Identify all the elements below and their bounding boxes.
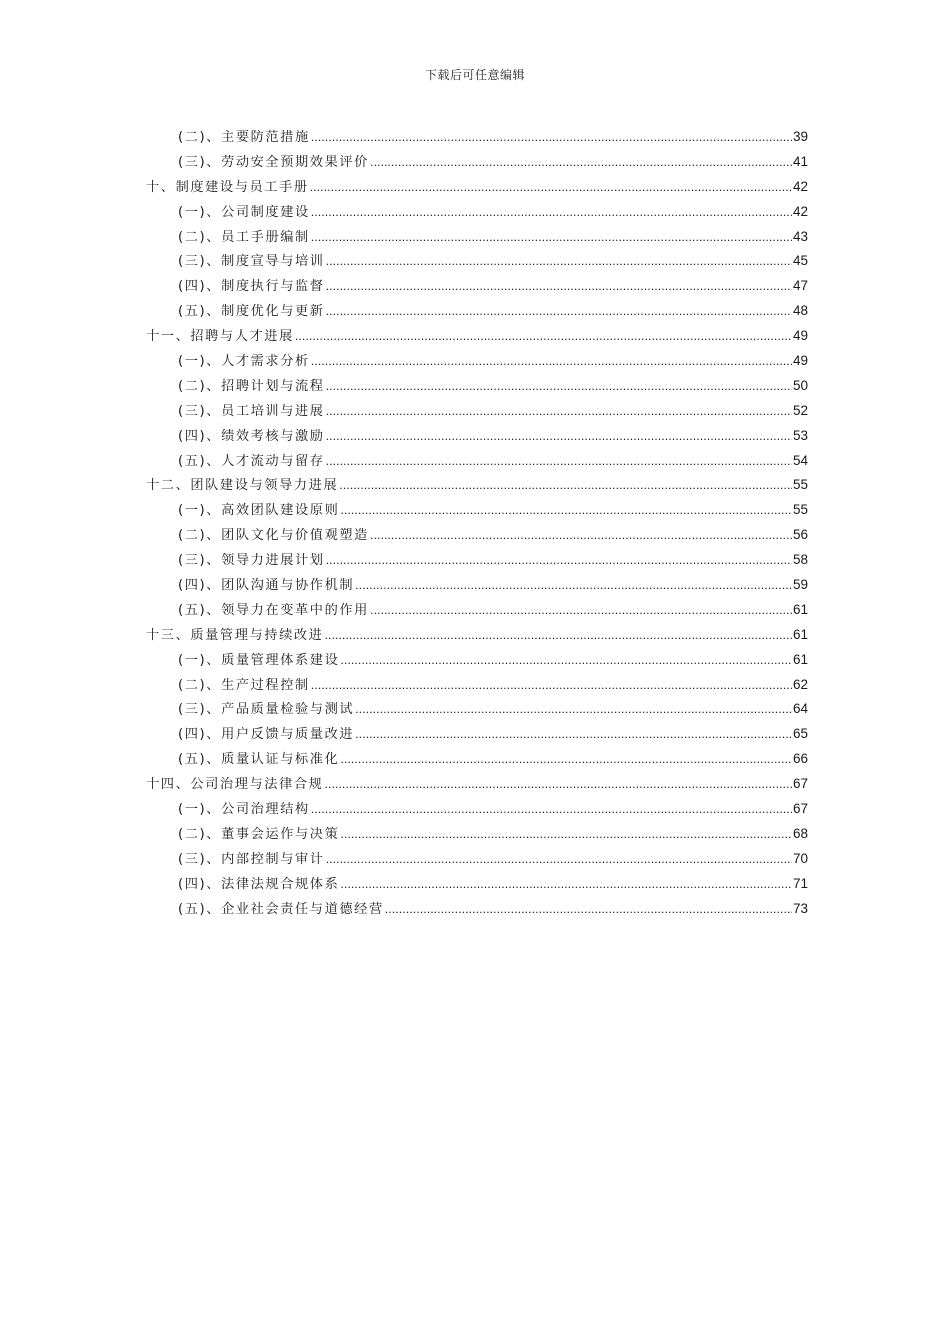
toc-entry-title: (三)、制度宣导与培训	[178, 254, 325, 270]
toc-entry-title: (三)、产品质量检验与测试	[178, 702, 355, 718]
toc-entry-page-number: 41	[792, 153, 808, 169]
toc-entry-title: (二)、董事会运作与决策	[178, 826, 340, 842]
toc-entry-page-number: 55	[792, 477, 808, 493]
toc-entry-title: (二)、团队文化与价值观塑造	[178, 528, 369, 544]
toc-entry-title: (五)、人才流动与留存	[178, 453, 325, 469]
toc-chapter-entry[interactable]	[146, 473, 808, 498]
toc-section-entry[interactable]	[146, 498, 808, 523]
toc-section-entry[interactable]	[146, 399, 808, 424]
toc-entry-page-number: 55	[792, 502, 808, 518]
toc-dot-leader	[385, 898, 792, 923]
toc-dot-leader	[355, 723, 792, 748]
toc-section-entry[interactable]	[146, 673, 808, 698]
toc-dot-leader	[326, 300, 792, 325]
toc-dot-leader	[324, 773, 792, 798]
toc-entry-title: (一)、高效团队建设原则	[178, 503, 340, 519]
toc-dot-leader	[326, 375, 792, 400]
toc-chapter-entry[interactable]	[146, 623, 808, 648]
toc-section-entry[interactable]	[146, 598, 808, 623]
toc-section-entry[interactable]	[146, 822, 808, 847]
toc-section-entry[interactable]	[146, 573, 808, 598]
toc-dot-leader	[326, 848, 792, 873]
toc-entry-page-number: 66	[792, 751, 808, 767]
toc-dot-leader	[370, 151, 792, 176]
toc-section-entry[interactable]	[146, 697, 808, 722]
toc-dot-leader	[340, 823, 792, 848]
toc-entry-page-number: 56	[792, 527, 808, 543]
toc-entry-title: (二)、员工手册编制	[178, 229, 310, 245]
toc-dot-leader	[340, 649, 792, 674]
toc-entry-page-number: 67	[792, 776, 808, 792]
toc-entry-page-number: 65	[792, 726, 808, 742]
toc-dot-leader	[310, 176, 792, 201]
toc-entry-title: (五)、质量认证与标准化	[178, 752, 340, 768]
toc-entry-title: (一)、公司治理结构	[178, 802, 310, 818]
toc-entry-page-number: 70	[792, 850, 808, 866]
toc-section-entry[interactable]	[146, 797, 808, 822]
toc-entry-title: (五)、制度优化与更新	[178, 304, 325, 320]
toc-entry-page-number: 71	[792, 875, 808, 891]
toc-section-entry[interactable]	[146, 424, 808, 449]
toc-entry-title: (一)、人才需求分析	[178, 354, 310, 370]
toc-section-entry[interactable]	[146, 150, 808, 175]
toc-entry-page-number: 61	[792, 626, 808, 642]
toc-entry-page-number: 64	[792, 701, 808, 717]
toc-entry-title: (三)、员工培训与进展	[178, 403, 325, 419]
toc-entry-page-number: 62	[792, 676, 808, 692]
toc-chapter-entry[interactable]	[146, 175, 808, 200]
toc-entry-title: (四)、制度执行与监督	[178, 279, 325, 295]
toc-entry-title: (三)、领导力进展计划	[178, 553, 325, 569]
toc-section-entry[interactable]	[146, 872, 808, 897]
toc-dot-leader	[324, 624, 792, 649]
toc-entry-page-number: 43	[792, 228, 808, 244]
toc-entry-title: (二)、生产过程控制	[178, 677, 310, 693]
toc-entry-title: 十一、招聘与人才进展	[146, 329, 294, 345]
toc-section-entry[interactable]	[146, 847, 808, 872]
toc-section-entry[interactable]	[146, 523, 808, 548]
toc-section-entry[interactable]	[146, 548, 808, 573]
toc-section-entry[interactable]	[146, 125, 808, 150]
toc-section-entry[interactable]	[146, 374, 808, 399]
toc-dot-leader	[370, 599, 792, 624]
toc-entry-page-number: 61	[792, 651, 808, 667]
toc-entry-page-number: 42	[792, 178, 808, 194]
toc-dot-leader	[295, 325, 792, 350]
toc-dot-leader	[326, 425, 792, 450]
page-header: 下载后可任意编辑	[424, 68, 525, 82]
table-of-contents	[146, 125, 808, 922]
toc-entry-page-number: 61	[792, 601, 808, 617]
toc-entry-page-number: 47	[792, 278, 808, 294]
toc-dot-leader	[339, 474, 792, 499]
toc-entry-title: (一)、质量管理体系建设	[178, 652, 340, 668]
toc-dot-leader	[355, 574, 792, 599]
toc-entry-title: (五)、企业社会责任与道德经营	[178, 901, 384, 917]
toc-entry-page-number: 50	[792, 377, 808, 393]
toc-section-entry[interactable]	[146, 249, 808, 274]
toc-entry-title: (二)、招聘计划与流程	[178, 378, 325, 394]
toc-entry-title: 十四、公司治理与法律合规	[146, 777, 324, 793]
toc-dot-leader	[311, 126, 792, 151]
toc-entry-title: (四)、用户反馈与质量改进	[178, 727, 355, 743]
toc-entry-page-number: 52	[792, 402, 808, 418]
toc-entry-title: (一)、公司制度建设	[178, 204, 310, 220]
toc-dot-leader	[326, 250, 792, 275]
toc-entry-page-number: 42	[792, 203, 808, 219]
toc-entry-page-number: 49	[792, 328, 808, 344]
toc-entry-page-number: 48	[792, 303, 808, 319]
toc-section-entry[interactable]	[146, 747, 808, 772]
toc-entry-title: 十三、质量管理与持续改进	[146, 627, 324, 643]
toc-entry-page-number: 59	[792, 577, 808, 593]
toc-entry-page-number: 67	[792, 801, 808, 817]
toc-entry-page-number: 68	[792, 825, 808, 841]
toc-dot-leader	[311, 226, 792, 251]
toc-dot-leader	[370, 524, 792, 549]
toc-dot-leader	[355, 698, 792, 723]
toc-entry-page-number: 39	[792, 129, 808, 144]
toc-dot-leader	[311, 350, 792, 375]
toc-section-entry[interactable]	[146, 897, 808, 922]
toc-dot-leader	[340, 499, 792, 524]
toc-entry-title: (四)、绩效考核与激励	[178, 428, 325, 444]
toc-entry-page-number: 45	[792, 253, 808, 269]
toc-chapter-entry[interactable]	[146, 772, 808, 797]
toc-dot-leader	[340, 873, 792, 898]
toc-dot-leader	[311, 674, 792, 699]
toc-dot-leader	[311, 201, 792, 226]
toc-entry-title: (五)、领导力在变革中的作用	[178, 602, 369, 618]
toc-entry-page-number: 73	[792, 900, 808, 916]
toc-entry-page-number: 58	[792, 552, 808, 568]
toc-entry-page-number: 53	[792, 427, 808, 443]
toc-dot-leader	[326, 450, 792, 475]
toc-entry-page-number: 54	[792, 452, 808, 468]
toc-dot-leader	[326, 549, 792, 574]
toc-entry-title: 十二、团队建设与领导力进展	[146, 478, 339, 494]
toc-dot-leader	[326, 275, 792, 300]
toc-section-entry[interactable]	[146, 225, 808, 250]
toc-section-entry[interactable]	[146, 648, 808, 673]
toc-entry-title: 十、制度建设与员工手册	[146, 179, 309, 195]
toc-dot-leader	[340, 748, 792, 773]
toc-entry-page-number: 49	[792, 353, 808, 369]
toc-section-entry[interactable]	[146, 449, 808, 474]
toc-dot-leader	[326, 400, 792, 425]
toc-section-entry[interactable]	[146, 349, 808, 374]
toc-entry-title: (四)、团队沟通与协作机制	[178, 578, 355, 594]
toc-section-entry[interactable]	[146, 722, 808, 747]
toc-entry-title: (二)、主要防范措施	[178, 130, 310, 145]
toc-chapter-entry[interactable]	[146, 324, 808, 349]
toc-entry-title: (三)、劳动安全预期效果评价	[178, 154, 369, 170]
toc-entry-title: (四)、法律法规合规体系	[178, 876, 340, 892]
toc-section-entry[interactable]	[146, 274, 808, 299]
toc-entry-title: (三)、内部控制与审计	[178, 851, 325, 867]
toc-section-entry[interactable]	[146, 200, 808, 225]
toc-section-entry[interactable]	[146, 299, 808, 324]
toc-dot-leader	[311, 798, 792, 823]
